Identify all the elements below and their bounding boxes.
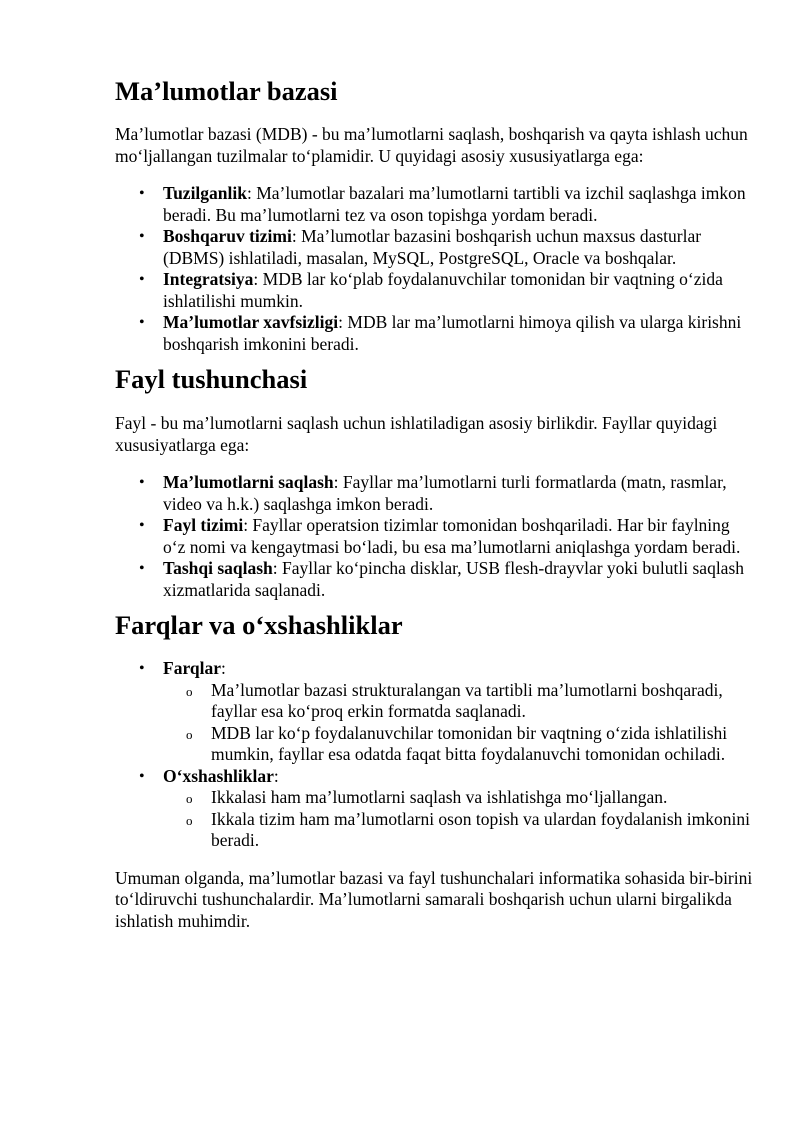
bullet-icon: • bbox=[139, 474, 145, 491]
list-item bbox=[115, 515, 755, 558]
bullet-icon: • bbox=[139, 560, 145, 577]
sublist-item bbox=[163, 680, 755, 723]
list-item-text: : Ma’lumotlar bazasini boshqarish uchun maxsus dasturlar (DBMS) ishlatiladi, masalan, MySQL, PostgreSQL, Oracle va boshqalar. bbox=[163, 226, 702, 268]
list-item bbox=[115, 183, 755, 226]
database-features-list bbox=[115, 183, 755, 355]
differences-sublist bbox=[163, 680, 755, 766]
list-item-term: Integratsiya bbox=[163, 269, 254, 289]
section-title-differences: Farqlar va o‘xshashliklar bbox=[115, 610, 403, 640]
bullet-icon: • bbox=[139, 517, 145, 534]
list-item bbox=[115, 312, 755, 355]
list-item bbox=[115, 658, 755, 766]
bullet-icon: • bbox=[139, 660, 145, 677]
section-title-database: Ma’lumotlar bazasi bbox=[115, 76, 338, 106]
list-item bbox=[115, 558, 755, 601]
list-item-term: O‘xshashliklar bbox=[163, 765, 274, 786]
list-item-text: : MDB lar ma’lumotlarni himoya qilish va ularga kirishni boshqarish imkonini beradi. bbox=[163, 312, 742, 354]
bullet-icon: • bbox=[139, 228, 145, 245]
bullet-icon: • bbox=[139, 767, 145, 785]
sublist-item-text: Ikkala tizim ham ma’lumotlarni oson topish va ulardan foydalanish imkonini beradi. bbox=[211, 808, 750, 850]
list-item bbox=[115, 766, 755, 852]
sublist-item bbox=[163, 787, 755, 809]
circle-bullet-icon: o bbox=[186, 726, 193, 742]
list-item-text: : bbox=[221, 658, 226, 678]
list-item-term: Tashqi saqlash bbox=[163, 558, 273, 578]
file-features-list bbox=[115, 472, 755, 601]
section-intro-database: Ma’lumotlar bazasi (MDB) - bu ma’lumotlarni saqlash, boshqarish va qayta ishlash uchun mo‘ljallangan tuzilmalar to‘plamidir. U quyidagi asosiy xususiyatlarga ega: bbox=[115, 124, 748, 166]
list-item-text: : Fayllar ko‘pincha disklar, USB flesh-drayvlar yoki bulutli saqlash xizmatlarida saqlanadi. bbox=[163, 558, 745, 600]
list-item bbox=[115, 269, 755, 312]
section-intro-file: Fayl - bu ma’lumotlarni saqlash uchun ishlatiladigan asosiy birlikdir. Fayllar quyidagi xususiyatlarga ega: bbox=[115, 413, 718, 455]
list-item-term: Farqlar bbox=[163, 658, 222, 678]
sublist-item-text: MDB lar ko‘p foydalanuvchilar tomonidan bir vaqtning o‘zida ishlatilishi mumkin, fayllar esa odatda faqat bitta foydalanuvchi tomonidan ochiladi. bbox=[211, 722, 728, 764]
list-item-term: Fayl tizimi bbox=[163, 515, 244, 535]
list-item-term: Boshqaruv tizimi bbox=[163, 226, 292, 246]
bullet-icon: • bbox=[139, 185, 145, 202]
sublist-item-text: Ikkalasi ham ma’lumotlarni saqlash va ishlatishga mo‘ljallangan. bbox=[211, 787, 668, 807]
similarities-sublist bbox=[163, 787, 755, 852]
list-item-term: Tuzilganlik bbox=[163, 183, 247, 203]
list-item-term: Ma’lumotlarni saqlash bbox=[163, 472, 334, 492]
conclusion-paragraph: Umuman olganda, ma’lumotlar bazasi va fayl tushunchalari informatika sohasida bir-birini to‘ldiruvchi tushunchalardir. Ma’lumotlarni samarali boshqarish uchun ularni birgalikda ishlatish muhimdir. bbox=[115, 867, 753, 931]
list-item-text: : Ma’lumotlar bazalari ma’lumotlarni tartibli va izchil saqlashga imkon beradi. Bu ma’lumotlarni tez va oson topishga yordam beradi. bbox=[163, 183, 746, 225]
bullet-icon: • bbox=[139, 314, 145, 331]
sublist-item-text: Ma’lumotlar bazasi strukturalangan va tartibli ma’lumotlarni boshqaradi, fayllar esa ko‘proq erkin formatda saqlanadi. bbox=[211, 679, 723, 721]
circle-bullet-icon: o bbox=[186, 812, 193, 828]
list-item-text: : bbox=[273, 765, 279, 786]
list-item bbox=[115, 226, 755, 269]
sublist-item bbox=[163, 723, 755, 766]
list-item-term: Ma’lumotlar xavfsizligi bbox=[163, 312, 339, 332]
list-item bbox=[115, 472, 755, 515]
list-item-text: : Fayllar operatsion tizimlar tomonidan boshqariladi. Har bir faylning o‘z nomi va kengaytmasi bo‘ladi, bu esa ma’lumotlarni aniqlashga yordam beradi. bbox=[163, 515, 741, 557]
document-page bbox=[115, 74, 755, 932]
list-item-text: : Fayllar ma’lumotlarni turli formatlarda (matn, rasmlar, video va h.k.) saqlashga imkon beradi. bbox=[163, 472, 727, 514]
sublist-item bbox=[163, 809, 755, 852]
circle-bullet-icon: o bbox=[186, 683, 193, 699]
list-item-text: : MDB lar ko‘plab foydalanuvchilar tomonidan bir vaqtning o‘zida ishlatilishi mumkin. bbox=[163, 269, 723, 311]
section-title-file: Fayl tushunchasi bbox=[115, 364, 308, 394]
bullet-icon: • bbox=[139, 271, 145, 288]
comparison-list bbox=[115, 658, 755, 852]
circle-bullet-icon: o bbox=[186, 791, 193, 806]
